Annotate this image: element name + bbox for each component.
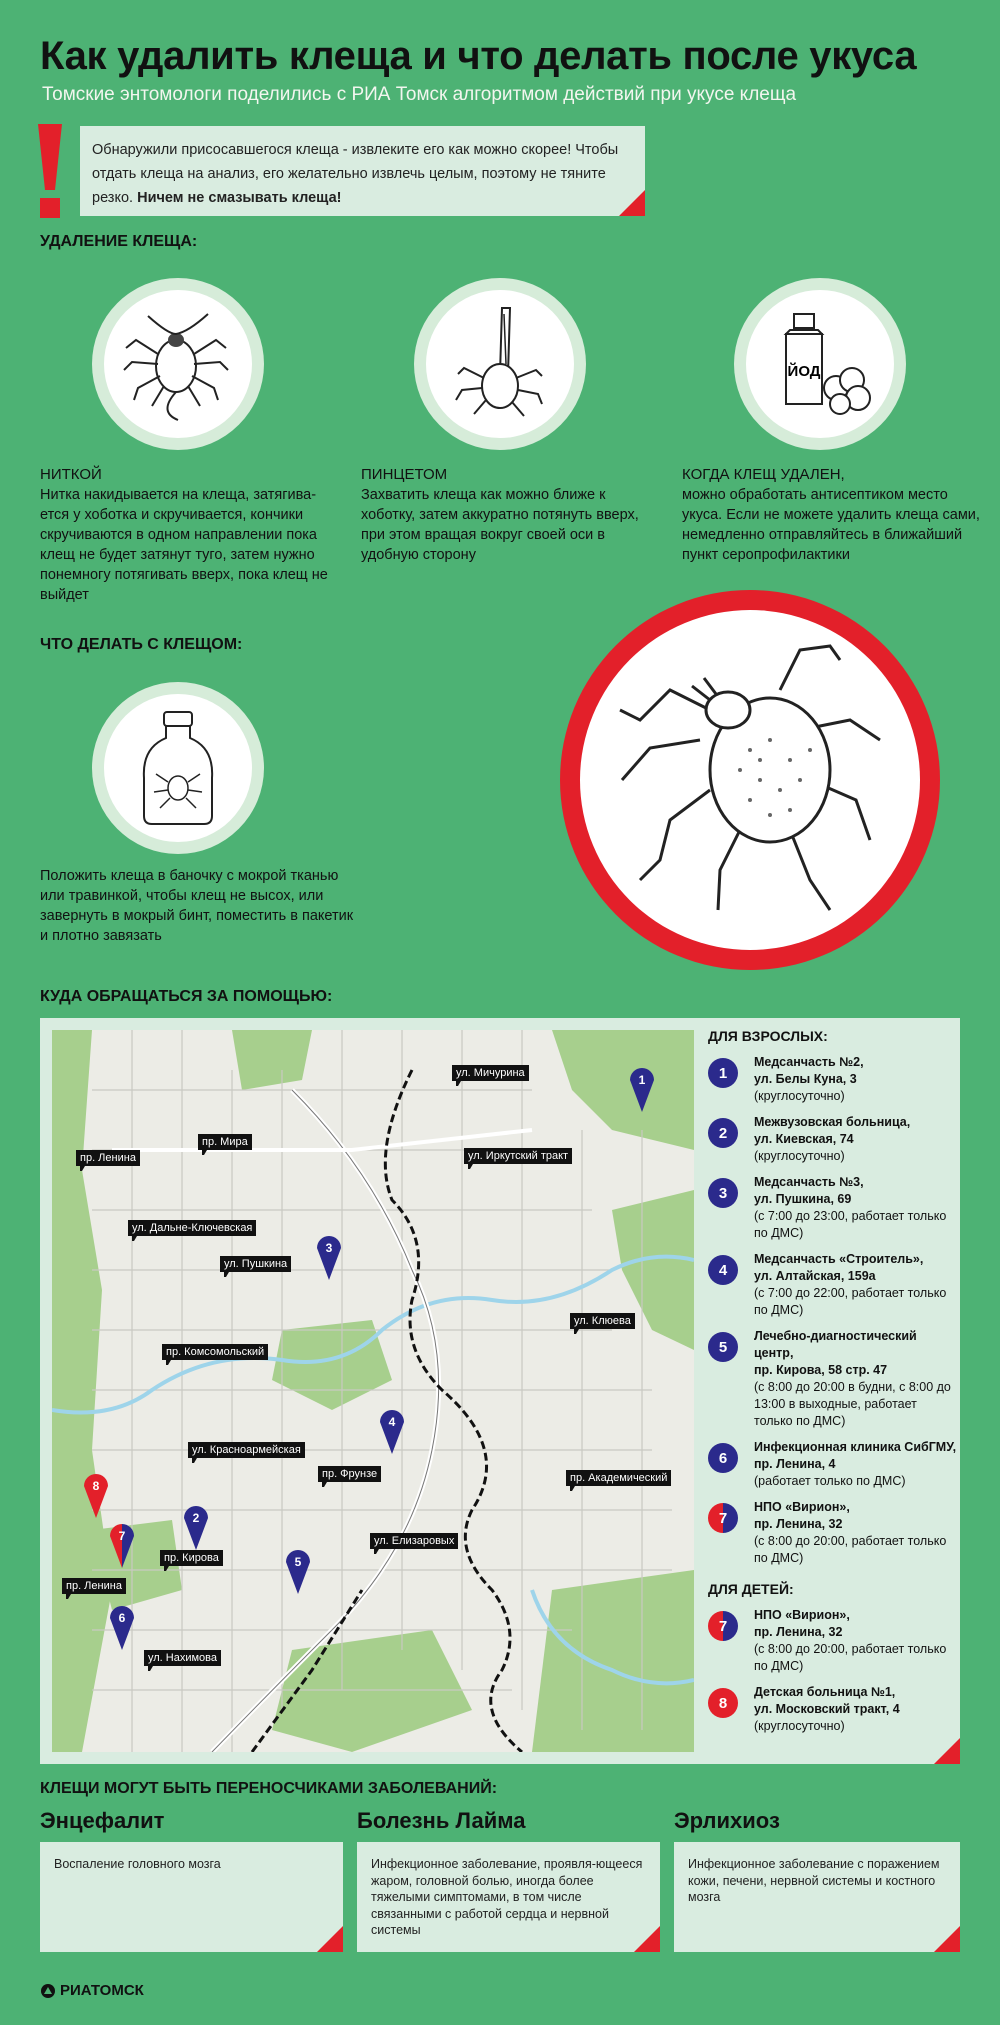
clinic-name: Медсанчасть №3,	[754, 1175, 864, 1189]
map-pin-7[interactable]: 7	[110, 1524, 134, 1568]
clinic-name: Медсанчасть №2,	[754, 1055, 864, 1069]
clinic-name: Детская больница №1,	[754, 1685, 896, 1699]
ria-tomsk-logo[interactable]	[40, 1982, 144, 1999]
street-label-dalne-klyuchevskaya: ул. Дальне-Ключевская	[128, 1220, 256, 1236]
map-pin-8[interactable]: 8	[84, 1474, 108, 1518]
legend-item-adult-4	[708, 1251, 958, 1319]
clinic-hours: (с 8:00 до 20:00, работает только по ДМС)	[754, 1642, 947, 1673]
map-pin-6[interactable]: 6	[110, 1606, 134, 1650]
legend-item-adult-5	[708, 1328, 958, 1430]
diseases-heading: КЛЕЩИ МОГУТ БЫТЬ ПЕРЕНОСЧИКАМИ ЗАБОЛЕВАНИЙ:	[40, 1780, 498, 1797]
step-tweezers-illustration	[414, 278, 586, 450]
step-thread-illustration	[92, 278, 264, 450]
street-label-mira: пр. Мира	[198, 1134, 252, 1150]
legend-item-child-7	[708, 1607, 958, 1675]
page-title: Как удалить клеща и что делать после укуса	[40, 34, 917, 78]
street-label-krasnoarmeyskaya: ул. Красноармейская	[188, 1442, 305, 1458]
legend-number: 7	[708, 1503, 738, 1533]
city-map[interactable]	[52, 1030, 694, 1752]
street-label-akademichesky: пр. Академический	[566, 1470, 671, 1486]
logo-mark-icon	[40, 1983, 56, 1999]
step-thread	[40, 465, 340, 605]
warning-text: Обнаружили присосавшегося клеща - извлеките его как можно скорее! Чтобы отдать клеща на анализ, его желательно извлечь целым, поэтому не тяните резко.	[92, 142, 619, 206]
clinic-address: пр. Ленина, 4	[754, 1457, 836, 1471]
corner-triangle-icon	[934, 1926, 960, 1952]
what-to-do-text: Положить клеща в баночку с мокрой тканью или травинкой, чтобы клещ не высох, или завернуть в мокрый бинт, поместить в пакетик и плотно завязать	[40, 868, 354, 944]
legend-item-adult-2	[708, 1114, 958, 1165]
street-label-lenina-south: пр. Ленина	[62, 1578, 126, 1594]
clinic-hours: (с 7:00 до 22:00, работает только по ДМС)	[754, 1286, 947, 1317]
clinic-hours: (круглосуточно)	[754, 1089, 845, 1103]
street-label-michurina: ул. Мичурина	[452, 1065, 529, 1081]
warning-note	[80, 126, 645, 216]
tweezers-icon	[440, 304, 560, 424]
clinic-name: Инфекционная клиника СибГМУ,	[754, 1440, 957, 1454]
clinic-address: пр. Ленина, 32	[754, 1625, 843, 1639]
legend-number: 6	[708, 1443, 738, 1473]
clinic-address: ул. Белы Куна, 3	[754, 1072, 857, 1086]
street-label-klyueva: ул. Клюева	[570, 1313, 635, 1329]
legend-number: 7	[708, 1611, 738, 1641]
disease-title-lyme: Болезнь Лайма	[357, 1808, 526, 1833]
disease-title-ehrlichiosis: Эрлихиоз	[674, 1808, 780, 1833]
clinic-name: Лечебно-диагностический центр,	[754, 1329, 917, 1360]
clinic-name: НПО «Вирион»,	[754, 1608, 850, 1622]
legend-number: 2	[708, 1118, 738, 1148]
what-to-do-heading: ЧТО ДЕЛАТЬ С КЛЕЩОМ:	[40, 636, 243, 653]
street-label-pushkina: ул. Пушкина	[220, 1256, 291, 1272]
step-tweezers	[361, 465, 661, 565]
map-background	[52, 1030, 694, 1752]
children-heading: ДЛЯ ДЕТЕЙ:	[708, 1581, 794, 1597]
legend-number: 4	[708, 1255, 738, 1285]
help-legend	[708, 1028, 958, 1744]
tick-icon	[600, 630, 900, 930]
map-pin-3[interactable]: 3	[317, 1236, 341, 1280]
step-after-title: КОГДА КЛЕЩ УДАЛЕН,	[682, 466, 845, 483]
clinic-name: Межвузовская больница,	[754, 1115, 911, 1129]
tick-large-illustration	[560, 590, 940, 970]
clinic-hours: (работает только по ДМС)	[754, 1474, 906, 1488]
disease-text: Инфекционное заболевание с поражением кожи, печени, нервной системы и костного мозга	[688, 1857, 940, 1904]
iodine-label: ЙОД	[787, 363, 821, 380]
clinic-hours: (круглосуточно)	[754, 1149, 845, 1163]
disease-box-ehrlichiosis	[674, 1842, 960, 1952]
street-label-kirova: пр. Кирова	[160, 1550, 223, 1566]
corner-triangle-icon	[317, 1926, 343, 1952]
clinic-address: ул. Московский тракт, 4	[754, 1702, 900, 1716]
step-tweezers-text: Захватить клеща как можно ближе к хоботку, затем аккуратно потянуть вверх, при этом вращая вокруг своей оси в удобную сторону	[361, 487, 639, 563]
map-pin-2[interactable]: 2	[184, 1506, 208, 1550]
legend-number: 1	[708, 1058, 738, 1088]
tick-thread-icon	[118, 304, 238, 424]
map-pin-4[interactable]: 4	[380, 1410, 404, 1454]
clinic-address: ул. Пушкина, 69	[754, 1192, 852, 1206]
jar-with-tick-icon	[118, 708, 238, 828]
corner-triangle-icon	[619, 190, 645, 216]
page-subtitle: Томские энтомологи поделились с РИА Томск алгоритмом действий при укусе клеща	[42, 84, 797, 105]
clinic-address: пр. Ленина, 32	[754, 1517, 843, 1531]
clinic-hours: (с 7:00 до 23:00, работает только по ДМС)	[754, 1209, 947, 1240]
legend-number: 3	[708, 1178, 738, 1208]
step-iodine-illustration	[734, 278, 906, 450]
clinic-address: ул. Киевская, 74	[754, 1132, 854, 1146]
clinic-address: пр. Кирова, 58 стр. 47	[754, 1363, 888, 1377]
legend-item-adult-7	[708, 1499, 958, 1567]
street-label-lenina-north: пр. Ленина	[76, 1150, 140, 1166]
legend-number: 5	[708, 1332, 738, 1362]
disease-box-encephalitis	[40, 1842, 343, 1952]
clinic-name: НПО «Вирион»,	[754, 1500, 850, 1514]
clinic-hours: (круглосуточно)	[754, 1719, 845, 1733]
street-label-komsomolsky: пр. Комсомольский	[162, 1344, 268, 1360]
disease-title-encephalitis: Энцефалит	[40, 1808, 165, 1833]
adults-heading: ДЛЯ ВЗРОСЛЫХ:	[708, 1028, 828, 1044]
legend-item-adult-6	[708, 1439, 958, 1490]
map-pin-1[interactable]: 1	[630, 1068, 654, 1112]
street-label-irkutsky: ул. Иркутский тракт	[464, 1148, 572, 1164]
legend-item-adult-3	[708, 1174, 958, 1242]
street-label-frunze: пр. Фрунзе	[318, 1466, 381, 1482]
exclamation-icon	[36, 124, 64, 220]
street-label-nakhimova: ул. Нахимова	[144, 1650, 221, 1666]
clinic-address: ул. Алтайская, 159а	[754, 1269, 876, 1283]
disease-text: Инфекционное заболевание, проявля-ющееся жаром, головной болью, иногда более тяжелыми симптомами, в том числе связанными с работой сердца и нервной системы	[371, 1857, 643, 1937]
logo-text: РИАТОМСК	[60, 1982, 144, 1999]
jar-illustration	[92, 682, 264, 854]
step-thread-text: Нитка накидывается на клеща, затягива-ется у хоботка и скручивается, кончики скручиваются в одном направлении пока клещ не будет затянут туго, затем нужно понемногу потягивать вверх, пока клещ не выйдет	[40, 487, 328, 603]
warning-bold-text: Ничем не смазывать клеща!	[137, 190, 342, 206]
iodine-bottle-icon	[760, 304, 880, 424]
legend-number: 8	[708, 1688, 738, 1718]
disease-box-lyme	[357, 1842, 660, 1952]
map-pin-5[interactable]: 5	[286, 1550, 310, 1594]
clinic-hours: (с 8:00 до 20:00, работает только по ДМС)	[754, 1534, 947, 1565]
step-tweezers-title: ПИНЦЕТОМ	[361, 466, 448, 483]
step-after	[682, 465, 982, 565]
help-heading: КУДА ОБРАЩАТЬСЯ ЗА ПОМОЩЬЮ:	[40, 988, 333, 1005]
legend-item-adult-1	[708, 1054, 958, 1105]
street-label-elizarovykh: ул. Елизаровых	[370, 1533, 458, 1549]
corner-triangle-icon	[634, 1926, 660, 1952]
step-after-text: можно обработать антисептиком место укуса. Если не можете удалить клеща сами, немедленно отправляйтесь в ближайший пункт серопрофилактики	[682, 487, 980, 563]
disease-text: Воспаление головного мозга	[54, 1857, 221, 1871]
legend-item-child-8	[708, 1684, 958, 1735]
clinic-hours: (с 8:00 до 20:00 в будни, с 8:00 до 13:00 в выходные, работает только по ДМС)	[754, 1380, 951, 1428]
step-thread-title: НИТКОЙ	[40, 466, 102, 483]
removal-heading: УДАЛЕНИЕ КЛЕЩА:	[40, 233, 198, 250]
clinic-name: Медсанчасть «Строитель»,	[754, 1252, 924, 1266]
